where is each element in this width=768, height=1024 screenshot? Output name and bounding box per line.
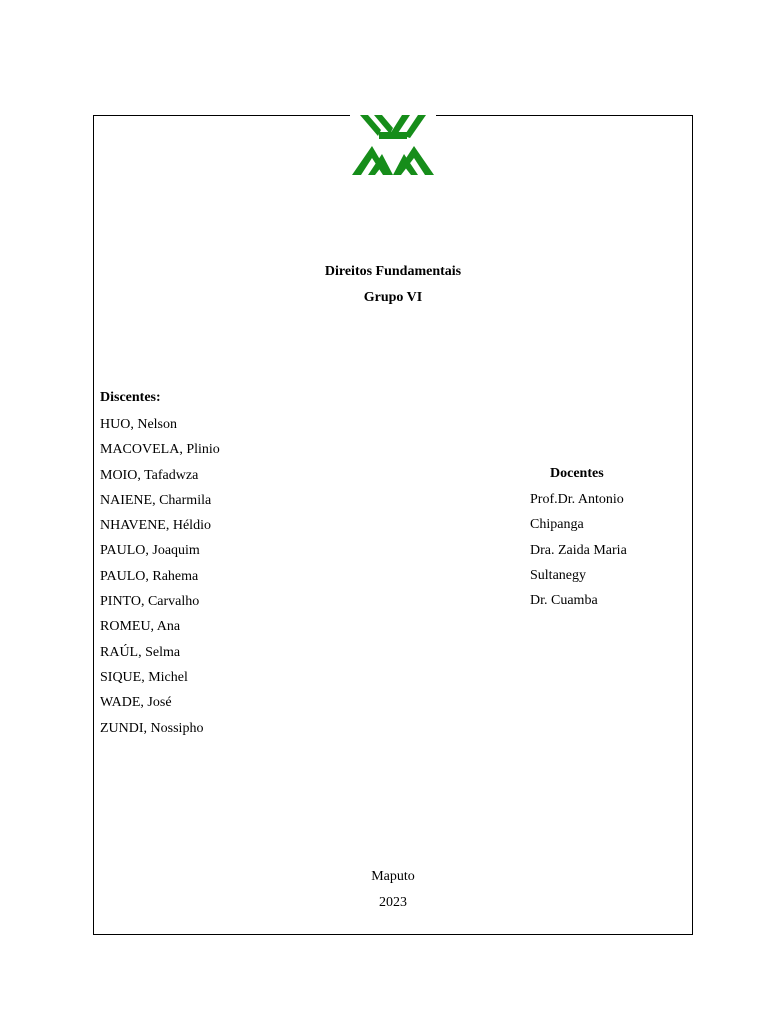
group-title: Grupo VI [363, 290, 423, 305]
student-item: PINTO, Carvalho [100, 594, 200, 610]
student-item: ROMEU, Ana [100, 619, 181, 635]
teacher-line: Dr. Cuamba [530, 593, 598, 609]
year: 2023 [379, 895, 407, 910]
student-item: SIQUE, Michel [100, 669, 188, 685]
document-title: Direitos Fundamentais [324, 264, 462, 279]
teachers-label: Docentes [550, 466, 604, 481]
student-item: RAÚL, Selma [100, 644, 181, 660]
student-item: NAIENE, Charmila [100, 492, 212, 508]
teacher-line: Sultanegy [530, 567, 586, 583]
teacher-line: Prof.Dr. Antonio [530, 492, 624, 507]
teachers-list [530, 490, 627, 616]
teacher-line: Chipanga [530, 517, 584, 533]
student-item: MOIO, Tafadwza [100, 467, 199, 483]
student-item: MACOVELA, Plinio [100, 442, 220, 458]
student-item: HUO, Nelson [100, 417, 177, 432]
student-item: PAULO, Joaquim [100, 543, 200, 559]
teacher-line: Dra. Zaida Maria [530, 542, 627, 558]
student-item: WADE, José [100, 695, 172, 711]
students-list [100, 415, 220, 744]
city: Maputo [371, 869, 415, 884]
student-item: NHAVENE, Héldio [100, 518, 211, 534]
student-item: PAULO, Rahema [100, 568, 199, 584]
students-label: Discentes: [100, 390, 161, 405]
student-item: ZUNDI, Nossipho [100, 720, 204, 736]
university-emblem-icon [350, 108, 436, 182]
